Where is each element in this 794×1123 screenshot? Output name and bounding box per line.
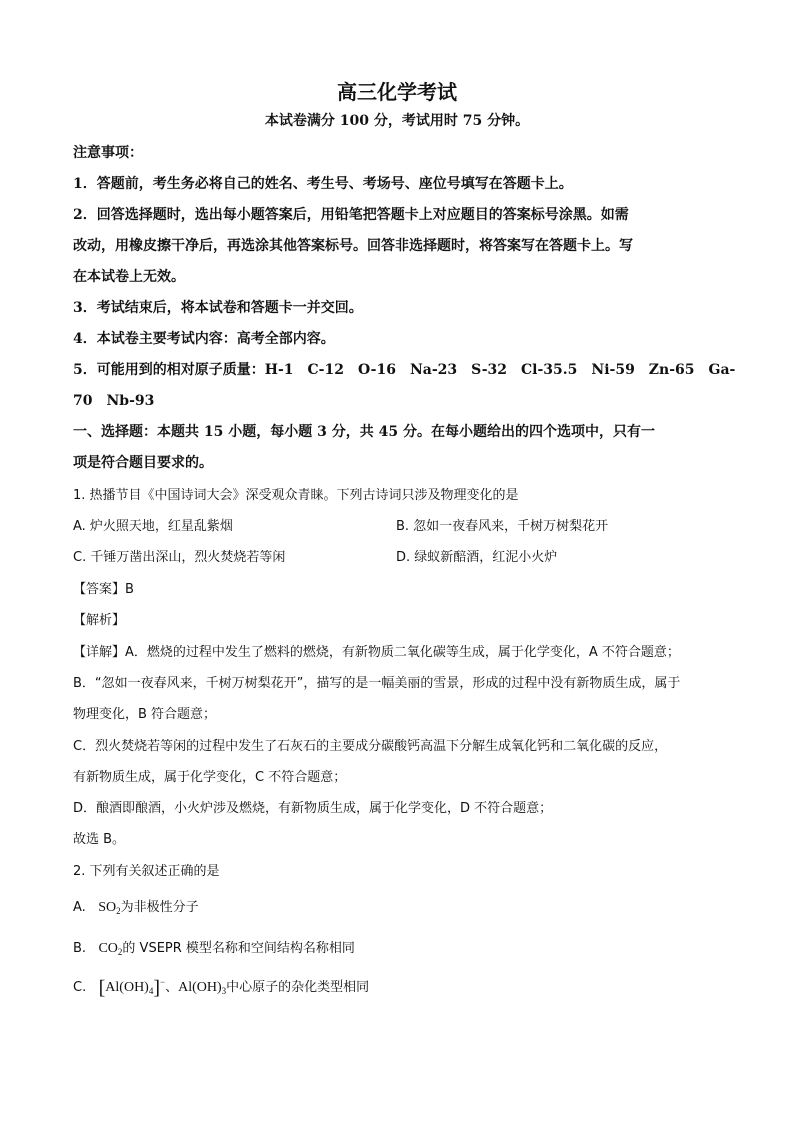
page-subtitle: 本试卷满分 100 分，考试用时 75 分钟。	[264, 113, 530, 129]
q2-option-c	[73, 976, 369, 1000]
formula-al-oh-4-ion	[98, 977, 166, 999]
q1-explain-line: 有新物质生成，属于化学变化，C 不符合题意；	[73, 770, 347, 785]
option-label: A.	[73, 900, 86, 915]
q2-option-a	[73, 896, 199, 916]
notice-line: 2．回答选择题时，选出每小题答案后，用铅笔把答题卡上对应题目的答案标号涂黑。如需	[73, 207, 629, 223]
q1-analysis-label: 【解析】	[73, 613, 126, 628]
notice-line: 改动，用橡皮擦干净后，再选涂其他答案标号。回答非选择题时，将答案写在答题卡上。写	[73, 238, 633, 254]
page-title: 高三化学考试	[337, 80, 457, 104]
question-2-stem: 2. 下列有关叙述正确的是	[73, 864, 220, 879]
notice-line: 5．可能用到的相对原子质量：H-1 C-12 O-16 Na-23 S-32 Cl-35.5 Ni-59 Zn-65 Ga-	[73, 362, 736, 378]
q1-explain-line: D．酿酒即酿酒，小火炉涉及燃烧，有新物质生成，属于化学变化，D 不符合题意；	[73, 801, 553, 816]
q1-explain-line: 【详解】A．燃烧的过程中发生了燃料的燃烧，有新物质二氧化碳等生成，属于化学变化，A 不符合题意；	[73, 645, 680, 660]
formula-so2	[98, 900, 120, 915]
formula-text: SO	[98, 900, 117, 915]
q1-answer: 【答案】B	[73, 582, 134, 597]
q1-explain-line: 物理变化，B 符合题意；	[73, 707, 217, 722]
option-label: B.	[73, 941, 87, 956]
q1-explain-line: C．烈火焚烧若等闲的过程中发生了石灰石的主要成分碳酸钙高温下分解生成氧化钙和二氧化碳的反应，	[73, 739, 668, 754]
bracket-open-icon: [	[98, 977, 106, 999]
section-heading-cont: 项是符合题目要求的。	[73, 455, 213, 471]
formula-text: CO	[98, 941, 118, 956]
bracket-close-icon: ]	[153, 977, 161, 999]
section-heading: 一、选择题：本题共 15 小题，每小题 3 分，共 45 分。在每小题给出的四个选项中，只有一	[73, 424, 655, 440]
q2-option-b	[73, 937, 355, 957]
formula-co2	[98, 941, 122, 956]
notice-line: 在本试卷上无效。	[73, 269, 185, 285]
option-text: 为非极性分子	[120, 900, 199, 915]
formula-superscript: −	[160, 977, 166, 987]
formula-al-oh-3	[178, 980, 226, 995]
q1-explain-line: B．“忽如一夜春风来，千树万树梨花开”，描写的是一幅美丽的雪景，形成的过程中没有新物质生成，属于	[73, 676, 681, 691]
q1-option-d: D. 绿蚁新醅酒，红泥小火炉	[396, 550, 558, 565]
q1-option-b: B. 忽如一夜春风来，千树万树梨花开	[396, 519, 609, 534]
notice-line: 4．本试卷主要考试内容：高考全部内容。	[73, 331, 335, 347]
notice-line: 3．考试结束后，将本试卷和答题卡一并交回。	[73, 300, 363, 316]
formula-subscript: 4	[148, 986, 154, 996]
option-text: 中心原子的杂化类型相同	[226, 980, 370, 995]
formula-text: Al(OH)	[105, 980, 149, 995]
formula-subscript: 2	[116, 906, 121, 916]
option-label: C.	[73, 980, 87, 995]
formula-text: Al(OH)	[178, 980, 222, 995]
formula-subscript: 3	[221, 986, 227, 996]
notice-line: 70 Nb-93	[73, 393, 155, 409]
question-1-stem: 1. 热播节目《中国诗词大会》深受观众青睐。下列古诗词只涉及物理变化的是	[73, 488, 519, 503]
q1-explain-line: 故选 B。	[73, 832, 126, 847]
formula-subscript: 2	[117, 947, 123, 957]
separator: 、	[165, 980, 179, 995]
option-text: 的 VSEPR 模型名称和空间结构名称相同	[122, 941, 355, 956]
notice-heading: 注意事项：	[73, 145, 143, 161]
q1-option-c: C. 千锤万凿出深山，烈火焚烧若等闲	[73, 550, 286, 565]
notice-line: 1．答题前，考生务必将自己的姓名、考生号、考场号、座位号填写在答题卡上。	[73, 176, 573, 192]
q1-option-a: A. 炉火照天地，红星乱紫烟	[73, 519, 233, 534]
